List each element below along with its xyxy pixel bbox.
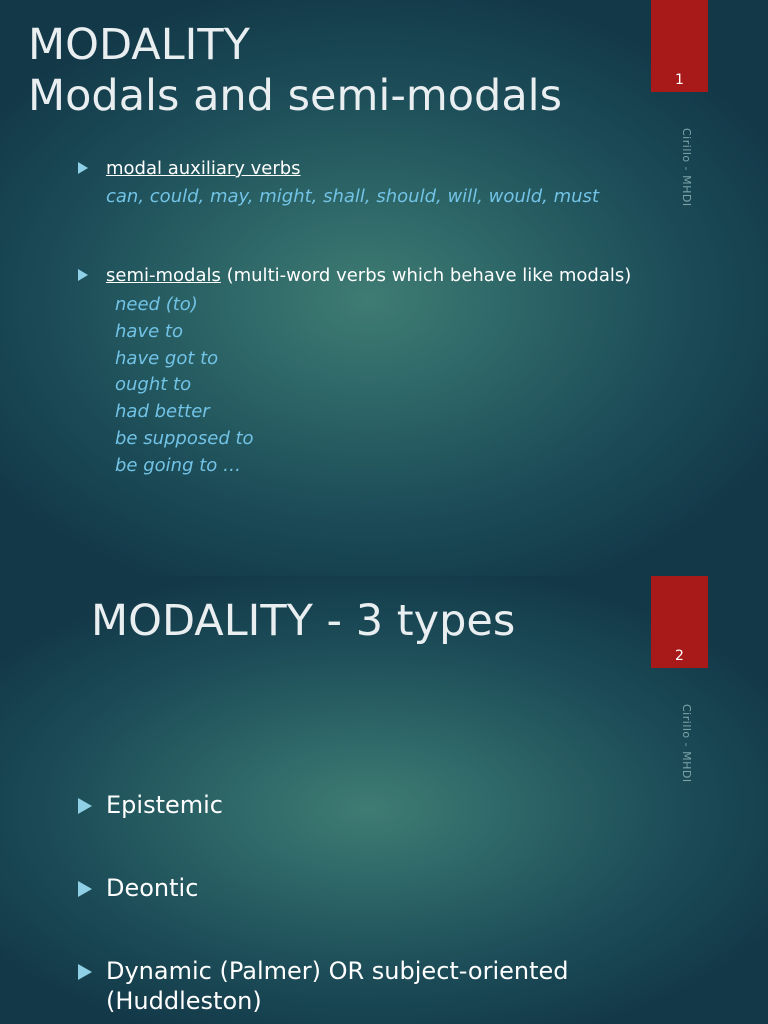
slide-number: 2 — [675, 648, 684, 664]
bullet-description: (multi-word verbs which behave like modals) — [220, 265, 632, 286]
bullet-text — [106, 265, 631, 286]
slide-number-tab — [651, 0, 708, 92]
triangle-bullet-icon — [78, 798, 92, 814]
bullet-text: Deontic — [106, 874, 199, 902]
bullet-line-2: (Huddleston) — [106, 987, 262, 1015]
slide-footer: Cirillo - MHDI — [680, 704, 693, 783]
slide-number: 1 — [675, 72, 684, 88]
modal-examples: can, could, may, might, shall, should, will, would, must — [106, 186, 599, 207]
list-item: ought to — [115, 374, 192, 396]
triangle-bullet-icon — [78, 964, 92, 980]
bullet-label: modal auxiliary verbs — [106, 158, 301, 179]
list-item: be supposed to — [115, 427, 254, 449]
list-item: be going to … — [115, 454, 242, 476]
title-line-1: MODALITY — [28, 20, 250, 70]
bullet-label: semi-modals — [106, 265, 221, 286]
semi-modal-list — [115, 293, 254, 481]
slide-2 — [0, 576, 768, 1024]
slide-title: MODALITY - 3 types — [91, 596, 516, 646]
list-item: have got to — [115, 347, 219, 369]
triangle-bullet-icon — [78, 269, 88, 281]
title-line-2: Modals and semi-modals — [28, 71, 563, 121]
bullet-text — [106, 956, 569, 1016]
bullet-text: Epistemic — [106, 791, 223, 819]
slide-number-tab — [651, 576, 708, 668]
list-item: need (to) — [115, 294, 198, 315]
list-item: had better — [115, 401, 210, 423]
triangle-bullet-icon — [78, 881, 92, 897]
slide-footer: Cirillo - MHDI — [680, 128, 693, 207]
bullet-line-1: Dynamic (Palmer) OR subject-oriented — [106, 957, 569, 985]
slide-title — [28, 20, 562, 122]
triangle-bullet-icon — [78, 162, 88, 174]
list-item: have to — [115, 320, 183, 342]
